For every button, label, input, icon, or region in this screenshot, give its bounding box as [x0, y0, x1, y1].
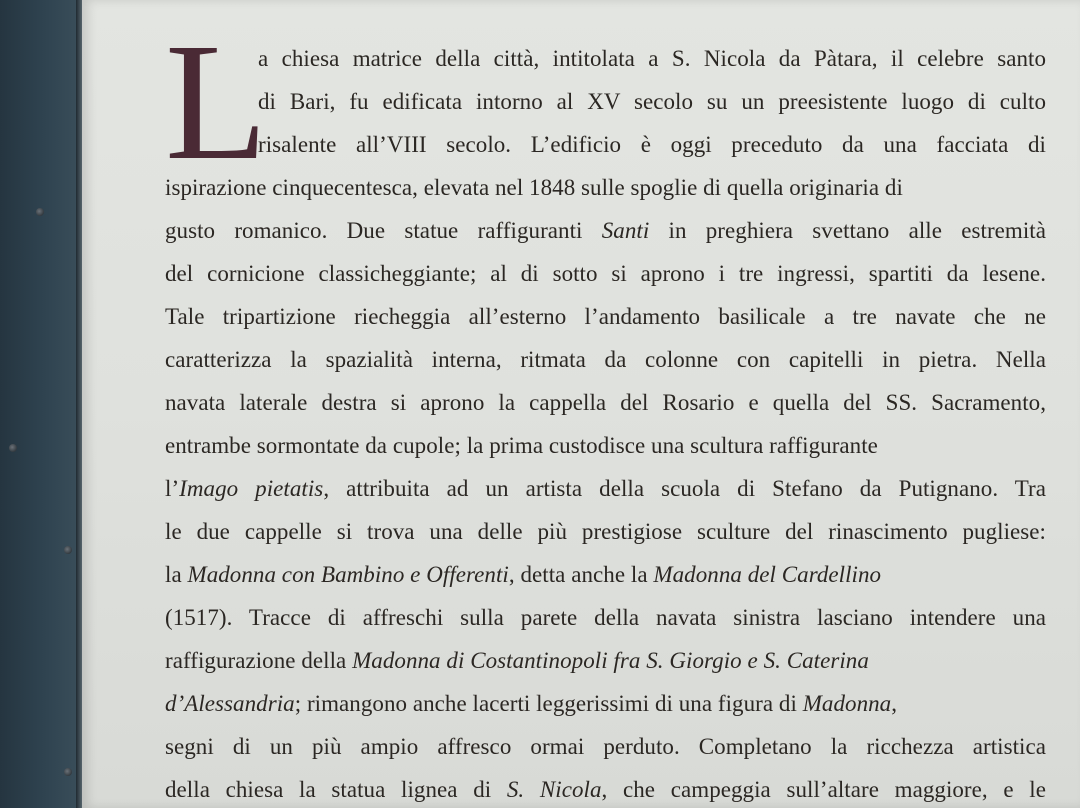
text-run: gusto romanico. Due statue raffiguranti: [165, 218, 602, 243]
italic-title-text: Santi: [601, 218, 650, 243]
text-run: Tale tripartizione riecheggia all’esterno l’andamento basilicale a tre navate che ne: [165, 304, 1046, 329]
italic-title-text: S. Nicola: [506, 777, 602, 802]
text-run: ; rimangono anche lacerti leggerissimi di una figura di: [294, 691, 803, 716]
text-run: ispirazione cinquecentesca, elevata nel 1848 sulle spoglie di quella originaria di: [165, 175, 903, 200]
sign-text-line: [165, 734, 1046, 760]
text-run: di Bari, fu edificata intorno al XV secolo su un preesistente luogo di culto: [258, 89, 1046, 114]
text-run: risalente all’VIII secolo. L’edificio è oggi preceduto da una facciata di: [258, 132, 1046, 157]
sign-text-line: [165, 433, 878, 459]
text-run: raffigurazione della: [165, 648, 353, 673]
text-run: entrambe sormontate da cupole; la prima custodisce una scultura raffigurante: [165, 433, 878, 458]
text-run: le due cappelle si trova una delle più prestigiose sculture del rinascimento pugliese:: [165, 519, 1046, 544]
bolt-icon: [64, 768, 72, 776]
italic-title-text: Imago pietatis: [179, 476, 324, 501]
sign-text-line: [165, 519, 1046, 545]
sign-text-line: [165, 691, 897, 717]
drop-cap-letter: L: [165, 9, 268, 195]
text-run: della chiesa la statua lignea di: [165, 777, 507, 802]
sign-frame-left: [0, 0, 80, 808]
text-run: , detta anche la: [508, 562, 654, 587]
text-run: caratterizza la spazialità interna, ritmata da colonne con capitelli in pietra. Nella: [165, 347, 1046, 372]
sign-text-line: [165, 218, 1046, 244]
text-run: in preghiera svettano alle estremità: [649, 218, 1046, 243]
sign-text-line: [258, 132, 1046, 158]
italic-title-text: Madonna del Cardellino: [653, 562, 882, 587]
italic-title-text: Madonna: [802, 691, 892, 716]
text-run: (1517). Tracce di affreschi sulla parete della navata sinistra lasciano intendere una: [165, 605, 1046, 630]
sign-text-line: [165, 261, 1046, 287]
text-run: a chiesa matrice della città, intitolata a S. Nicola da Pàtara, il celebre santo: [258, 46, 1046, 71]
sign-text-line: [165, 605, 1046, 631]
text-run: del cornicione classicheggiante; al di sotto si aprono i tre ingressi, spartiti da lesene.: [165, 261, 1046, 286]
text-run: l’: [165, 476, 180, 501]
sign-text-line: [165, 562, 881, 588]
sign-text-line: [165, 476, 1046, 502]
text-run: la: [165, 562, 188, 587]
sign-text-line: [165, 347, 1046, 373]
italic-title-text: Madonna di Costantinopoli fra S. Giorgio e S. Caterina: [352, 648, 869, 673]
bolt-icon: [36, 208, 44, 216]
sign-text-line: [165, 648, 869, 674]
sign-text-line: [165, 390, 1046, 416]
text-run: segni di un più ampio affresco ormai perduto. Completano la ricchezza artistica: [165, 734, 1046, 759]
text-run: , che campeggia sull’altare maggiore, e le: [601, 777, 1047, 802]
sign-text-line: [165, 777, 1046, 803]
bolt-icon: [64, 546, 72, 554]
text-run: ,: [891, 691, 898, 716]
bolt-icon: [9, 444, 17, 452]
sign-text-line: [258, 46, 1046, 72]
text-run: , attribuita ad un artista della scuola di Stefano da Putignano. Tra: [323, 476, 1046, 501]
italic-title-text: Madonna con Bambino e Offerenti: [187, 562, 509, 587]
text-run: navata laterale destra si aprono la cappella del Rosario e quella del SS. Sacramento,: [165, 390, 1046, 415]
sign-text-line: [165, 304, 1046, 330]
sign-text-line: [258, 89, 1046, 115]
sign-text-line: [165, 175, 903, 201]
italic-title-text: d’Alessandria: [165, 691, 295, 716]
